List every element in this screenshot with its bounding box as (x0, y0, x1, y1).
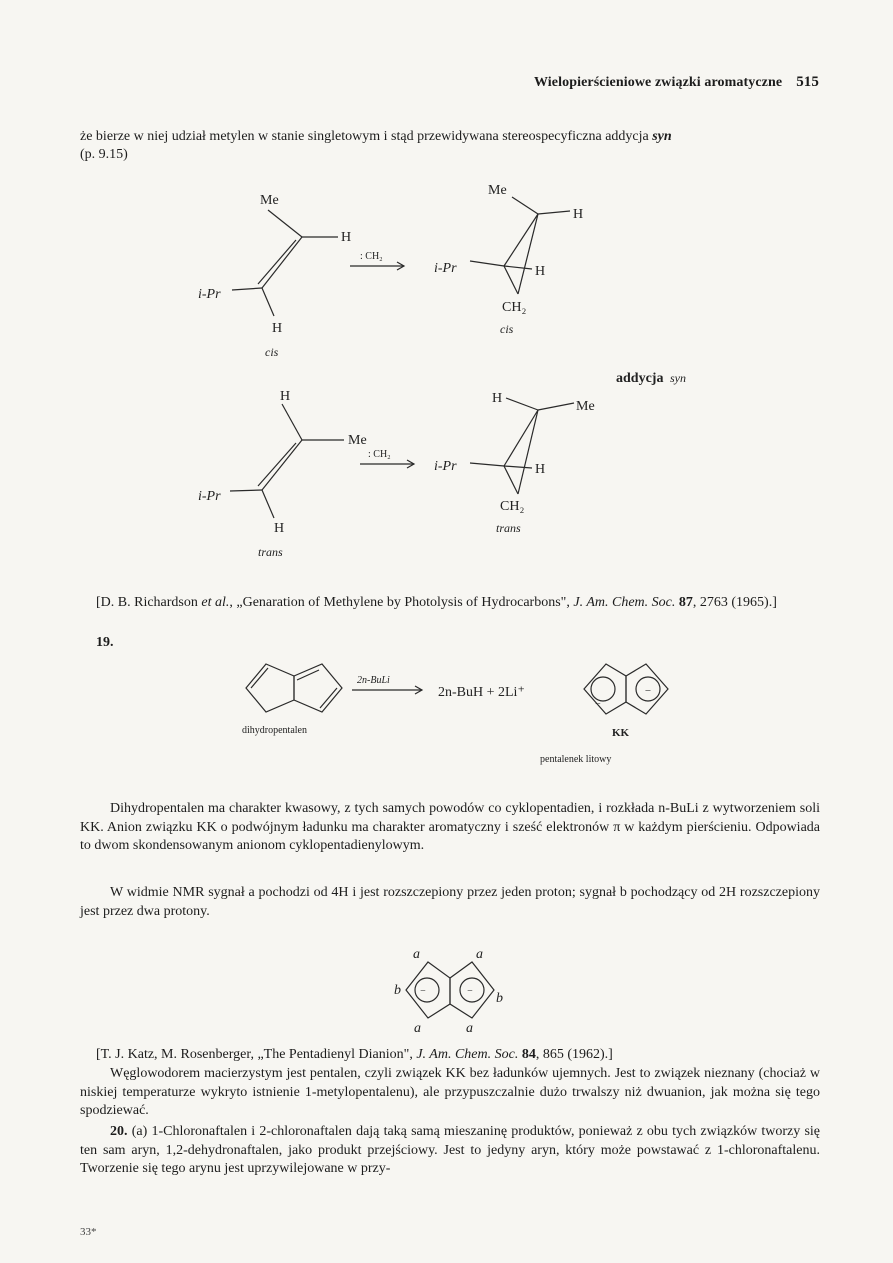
nmr-a-top-right: a (476, 947, 483, 962)
nmr-a-bottom-left: a (414, 1021, 421, 1036)
addycja-syn-label: syn (670, 371, 686, 385)
nmr-a-bottom-right: a (466, 1021, 473, 1036)
svg-text:−: − (467, 986, 473, 997)
paragraph-problem-20: 20. (a) 1-Chloronaftalen i 2-chloronaftalen dają taką samą mieszaninę produktów, ponieważ z obu tych związków tworzy się ten sam aryn, 1,2-dehydronaftalen, jako produkt przejściowy. Jest to jedyny aryn, który może powstawać z 1-chloronaftalenu. Tworzenie się tego arynu jest uprzywilejowane w przy- (80, 1124, 820, 1176)
products-label: 2n-BuH + 2Li⁺ (438, 685, 525, 700)
reagent-1: : CH₂ (360, 251, 383, 262)
problem-19-number: 19. (96, 635, 114, 650)
cis-product-h2: H (535, 264, 546, 279)
paragraph-nmr: W widmie NMR sygnał a pochodzi od 4H i jest rozszczepiony przez jeden proton; sygnał b pochodzący od 2H rozszczepiony jest przez dwa protony. (80, 885, 820, 919)
trans-ipr-label: i-Pr (198, 489, 221, 504)
syn-term: syn (652, 129, 672, 144)
svg-text:−: − (420, 986, 426, 997)
reagent-2: : CH₂ (368, 449, 391, 460)
trans-product-ch2: CH₂ (500, 499, 525, 514)
nmr-b-left: b (394, 983, 401, 998)
minus-sign-left: − (595, 699, 601, 710)
signature-mark: 33* (80, 1226, 97, 1238)
trans-product-caption: trans (496, 521, 521, 535)
trans-h-label: H (280, 389, 291, 404)
cis-product-ch2: CH₂ (502, 300, 527, 315)
cis-ipr-label: i-Pr (198, 287, 221, 302)
trans-product-ipr: i-Pr (434, 459, 457, 474)
kk-label: KK (612, 727, 630, 739)
nmr-a-top-left: a (413, 947, 420, 962)
reagent-buli: 2n-BuLi (357, 675, 390, 686)
addycja-label: addycja (616, 371, 664, 386)
page-number: 515 (796, 74, 819, 90)
reference-richardson: [D. B. Richardson et al., „Genaration of Methylene by Photolysis of Hydrocarbons", J. Am. Chem. Soc. 87, 2763 (1965).] (96, 595, 777, 610)
trans-product-h2: H (535, 462, 546, 477)
trans-h2-label: H (274, 521, 285, 536)
cis-product-h1: H (573, 207, 584, 222)
cis-h-label: H (341, 230, 352, 245)
cis-me-label: Me (260, 193, 279, 208)
trans-product-me: Me (576, 399, 595, 414)
nmr-b-right: b (496, 991, 503, 1006)
minus-sign-right: − (644, 685, 652, 697)
problem-20-number: 20. (110, 1124, 128, 1139)
trans-caption: trans (258, 545, 283, 559)
trans-me-label: Me (348, 433, 367, 448)
header-title: Wielopierścieniowe związki aromatyczne (533, 75, 783, 90)
pentalenek-label: pentalenek litowy (540, 754, 612, 765)
paragraph-acidity: Dihydropentalen ma charakter kwasowy, z tych samych powodów co cyklopentadien, i rozkłada n-BuLi z wytworzeniem soli KK. Anion związku KK o podwójnym ładunku ma charakter aromatyczny i sześć elektronów π w każdym pierścieniu. Odpowiada to dwom skondensowanym anionom cyklopentadienylowym. (80, 801, 820, 853)
dihydropentalen-label: dihydropentalen (242, 725, 307, 736)
cis-caption: cis (265, 345, 279, 359)
cis-h2-label: H (272, 321, 283, 336)
cis-product-ipr: i-Pr (434, 261, 457, 276)
reference-katz: [T. J. Katz, M. Rosenberger, „The Pentadienyl Dianion", J. Am. Chem. Soc. 84, 865 (1962).] (96, 1047, 613, 1062)
cis-product-caption: cis (500, 322, 514, 336)
paragraph-pentalen: Węglowodorem macierzystym jest pentalen, czyli związek KK bez ładunków ujemnych. Jest to związek nieznany (chociaż w niskiej temperaturze wykryto istnienie 1-metylopentalenu), ale przypuszczalnie dużo trwalszy niż dwuanion, jak można się tego spodziewać. (80, 1066, 820, 1118)
intro-line-2: (p. 9.15) (80, 147, 128, 162)
intro-line-1: że bierze w niej udział metylen w stanie singletowym i stąd przewidywana stereospecyficzna addycja syn (80, 129, 672, 144)
cis-product-me: Me (488, 183, 507, 198)
trans-product-h: H (492, 391, 503, 406)
